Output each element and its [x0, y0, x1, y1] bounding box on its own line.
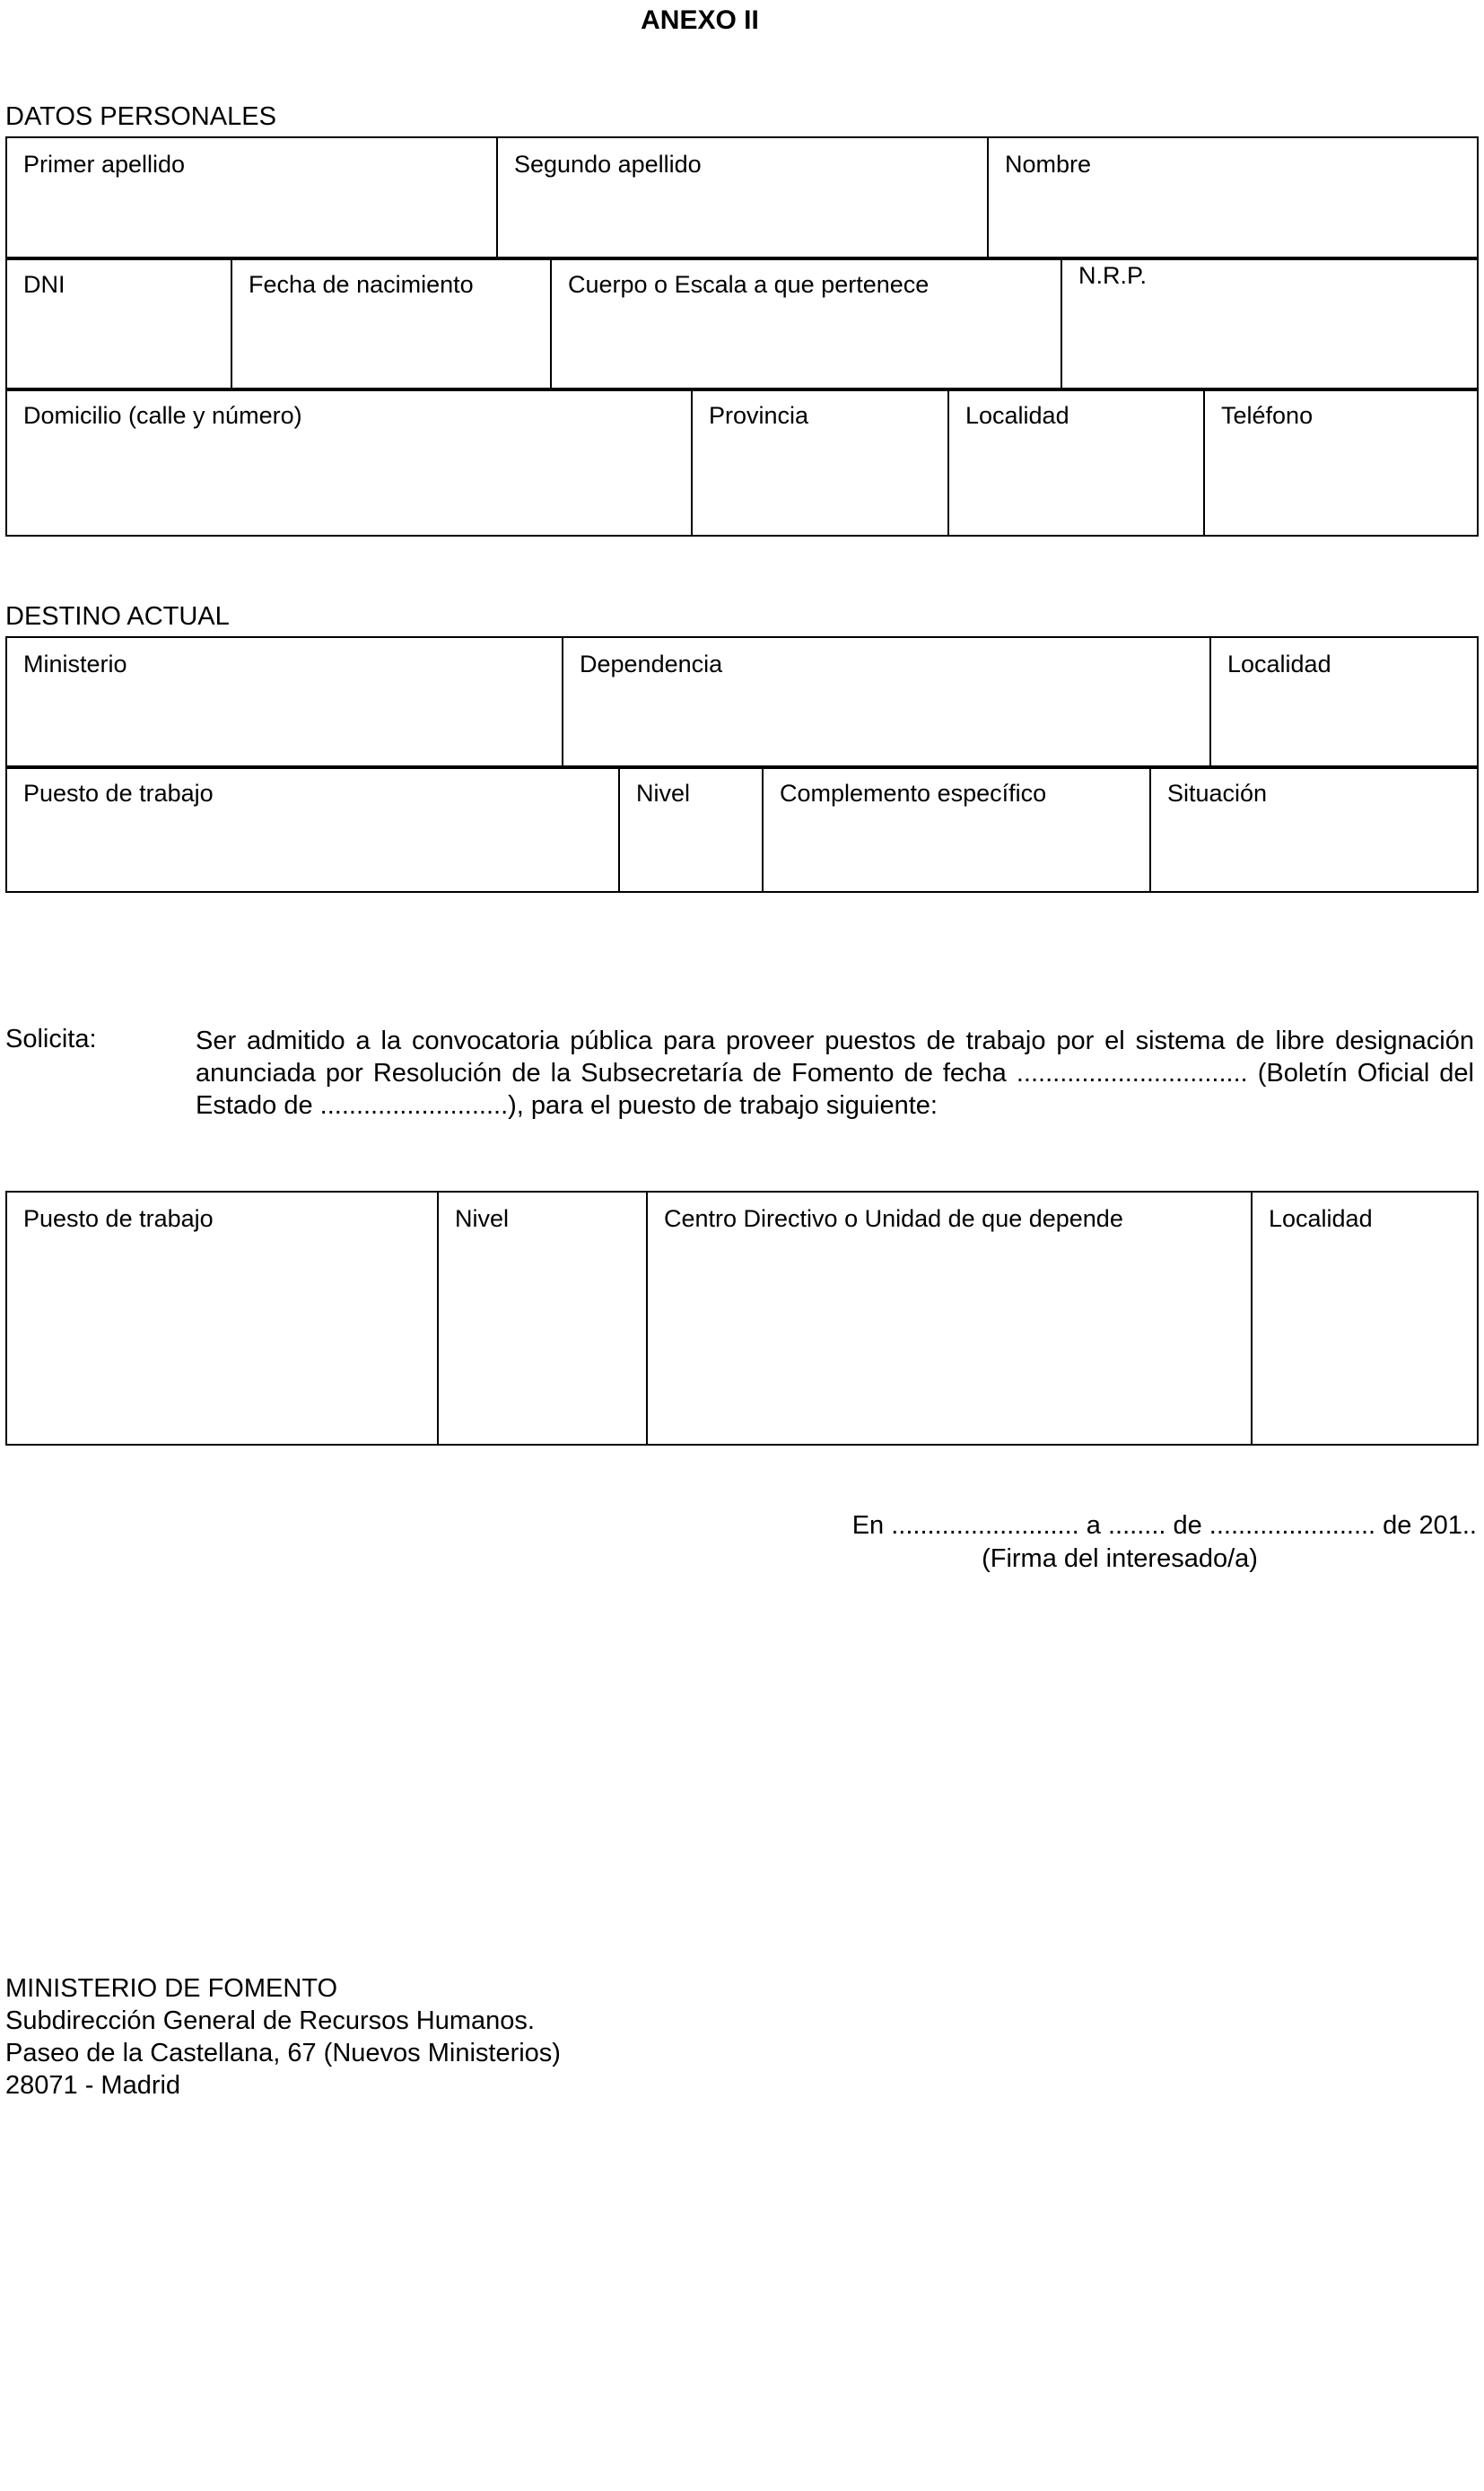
field-puesto-trabajo-actual[interactable]: [6, 766, 619, 892]
field-ministerio[interactable]: [6, 637, 563, 768]
field-situacion[interactable]: [1150, 766, 1478, 892]
field-label: Primer apellido: [23, 151, 186, 178]
field-localidad-destino[interactable]: [1210, 637, 1478, 768]
field-provincia[interactable]: [692, 389, 948, 536]
field-dependencia[interactable]: [563, 637, 1210, 768]
field-label: DNI: [23, 271, 65, 298]
field-label: Provincia: [709, 402, 809, 429]
field-label: Nombre: [1005, 151, 1092, 178]
field-label: Localidad: [1269, 1205, 1373, 1232]
field-complemento-especifico[interactable]: [763, 766, 1150, 892]
address-line: Paseo de la Castellana, 67 (Nuevos Ministerios): [5, 2039, 561, 2067]
field-nombre[interactable]: [988, 137, 1478, 259]
field-label: N.R.P.: [1078, 262, 1148, 289]
date-line: En .......................... a ........ de ....................... de 201..: [851, 1511, 1477, 1540]
field-label: Puesto de trabajo: [23, 1205, 214, 1232]
address-line: Subdirección General de Recursos Humanos.: [5, 2006, 535, 2035]
field-label: Localidad: [1227, 651, 1331, 677]
field-label: Localidad: [965, 402, 1069, 429]
field-nrp[interactable]: [1061, 258, 1478, 390]
field-label: Fecha de nacimiento: [249, 271, 474, 298]
field-puesto-trabajo-solicitado[interactable]: [6, 1192, 438, 1445]
destino-actual-row-2: [5, 765, 1479, 893]
address-block: [5, 1972, 561, 2102]
field-fecha-nacimiento[interactable]: [231, 258, 551, 390]
address-line: MINISTERIO DE FOMENTO: [5, 1974, 338, 2003]
destino-actual-row-1: [5, 636, 1479, 769]
field-nivel-solicitado[interactable]: [438, 1192, 647, 1445]
section-heading-destino-actual: DESTINO ACTUAL: [5, 602, 230, 631]
field-primer-apellido[interactable]: [6, 137, 497, 259]
field-label: Nivel: [455, 1205, 510, 1232]
field-label: Segundo apellido: [514, 151, 702, 178]
field-label: Cuerpo o Escala a que pertenece: [568, 271, 930, 298]
field-centro-directivo[interactable]: [647, 1192, 1252, 1445]
field-label: Nivel: [636, 780, 691, 807]
datos-personales-row-2: [5, 257, 1479, 391]
field-label: Puesto de trabajo: [23, 780, 214, 807]
section-heading-datos-personales: DATOS PERSONALES: [5, 102, 276, 131]
signature-caption: (Firma del interesado/a): [982, 1544, 1258, 1573]
field-segundo-apellido[interactable]: [497, 137, 988, 259]
field-cuerpo-escala[interactable]: [551, 258, 1061, 390]
field-domicilio[interactable]: [6, 389, 692, 536]
field-label: Dependencia: [580, 651, 723, 677]
field-dni[interactable]: [6, 258, 231, 390]
field-localidad[interactable]: [948, 389, 1204, 536]
field-label: Teléfono: [1221, 402, 1314, 429]
field-label: Domicilio (calle y número): [23, 402, 302, 429]
solicita-label: Solicita:: [5, 1025, 97, 1053]
field-telefono[interactable]: [1204, 389, 1478, 536]
datos-personales-row-1: [5, 136, 1479, 260]
field-label: Centro Directivo o Unidad de que depende: [664, 1205, 1123, 1232]
address-line: 28071 - Madrid: [5, 2071, 181, 2100]
field-label: Ministerio: [23, 651, 127, 677]
field-label: Complemento específico: [780, 780, 1047, 807]
page-title: ANEXO II: [641, 5, 759, 35]
solicita-text: Ser admitido a la convocatoria pública para proveer puestos de trabajo por el sistema de libre designación anunciada por Resolución de la Subsecretaría de Fomento de fecha ................................ (Boletín Oficial del Estado de ..........................), para el puesto de trabajo siguiente:: [196, 1027, 1474, 1120]
field-localidad-solicitada[interactable]: [1252, 1192, 1478, 1445]
puesto-solicitado-table: [5, 1191, 1479, 1446]
datos-personales-row-3: [5, 388, 1479, 537]
field-label: Situación: [1167, 780, 1268, 807]
field-nivel-actual[interactable]: [619, 766, 763, 892]
